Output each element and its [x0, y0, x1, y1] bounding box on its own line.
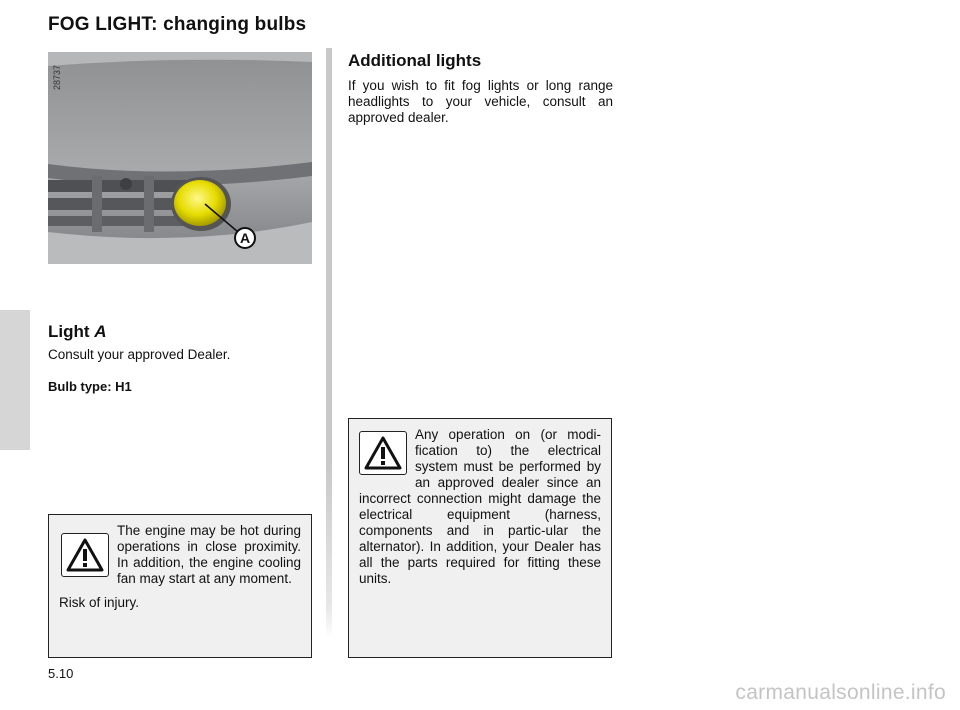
light-heading-text: Light — [48, 322, 95, 341]
warning-box-electrical — [348, 418, 612, 658]
page-number: 5.10 — [48, 666, 74, 681]
additional-lights-heading: Additional lights — [348, 51, 482, 70]
page-title: FOG LIGHT: changing bulbs — [48, 14, 307, 35]
photo-reference-code: 28737 — [52, 64, 62, 90]
warning-engine-risk: Risk of injury. — [59, 595, 140, 610]
warning-electrical-text: Any operation on (or modi-fication to) the electrical system must be performed by an approved dealer since an incorrect connection might damage the electrical equipment (harness, components and in partic-ular the alternator). In addition, your Dealer has all the parts required for fitting these units. — [359, 427, 601, 586]
warning-triangle-icon — [359, 431, 407, 475]
warning-box-engine — [48, 514, 312, 658]
bumper-illustration — [48, 52, 312, 264]
warning-triangle-icon — [61, 533, 109, 577]
bulb-type: Bulb type: H1 — [48, 379, 132, 394]
chapter-tab — [0, 310, 30, 450]
callout-a-label: A — [239, 230, 251, 246]
fog-light-photo — [48, 52, 312, 264]
column-divider — [326, 48, 332, 638]
warning-engine-text: The engine may be hot during operations in close proximity. In addition, the engine cooling fan may start at any moment. — [117, 523, 301, 586]
additional-lights-text: If you wish to fit fog lights or long range headlights to your vehicle, consult an approved dealer. — [348, 78, 613, 125]
watermark: carmanualsonline.info — [735, 681, 946, 704]
light-a-heading — [48, 322, 107, 342]
light-heading-letter: A — [94, 322, 107, 341]
light-a-text: Consult your approved Dealer. — [48, 347, 231, 362]
